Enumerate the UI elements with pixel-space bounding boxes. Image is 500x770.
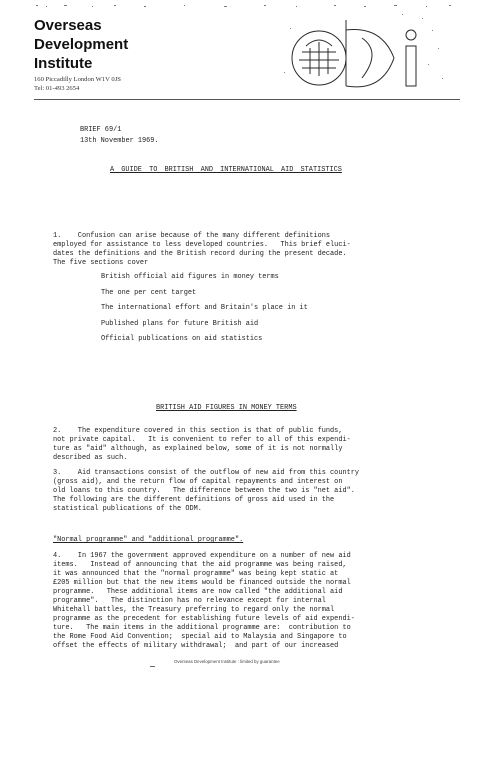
para-4-line: 4. In 1967 the government approved expenditure on a number of new aid bbox=[53, 552, 351, 560]
para-4-line: ture. The main items in the additional programme are: contribution to bbox=[53, 624, 351, 632]
scan-mark bbox=[150, 666, 155, 667]
para-4-line: £205 million but that the new items would be financed outside the normal bbox=[53, 579, 351, 587]
section-list-item: British official aid figures in money terms bbox=[101, 273, 279, 281]
para-3-line: 3. Aid transactions consist of the outflow of new aid from this country bbox=[53, 469, 359, 477]
section-list-item: The international effort and Britain's place in it bbox=[101, 304, 308, 312]
brief-title: A GUIDE TO BRITISH AND INTERNATIONAL AID STATISTICS bbox=[110, 166, 342, 174]
para-4-line: programme as the precedent for establishing future levels of aid expendi- bbox=[53, 615, 355, 623]
intro-line: employed for assistance to less developed countries. This brief eluci- bbox=[53, 241, 351, 249]
para-4-line: offset the effects of military withdrawal; and part of our increased bbox=[53, 642, 339, 650]
para-4-line: the Rome Food Aid Convention; special aid to Malaysia and Singapore to bbox=[53, 633, 347, 641]
para-3-line: statistical publications of the ODM. bbox=[53, 505, 202, 513]
section-list-item: The one per cent target bbox=[101, 289, 197, 297]
section-list-item: Published plans for future British aid bbox=[101, 320, 259, 328]
org-name-line-2: Development bbox=[34, 36, 129, 53]
section-heading: BRITISH AID FIGURES IN MONEY TERMS bbox=[156, 404, 297, 412]
para-4-line: programme. These additional items are now called "the additional aid bbox=[53, 588, 343, 596]
brief-date: 13th November 1969. bbox=[80, 137, 159, 145]
letterhead bbox=[34, 4, 460, 102]
telephone: Tel: 01-493 2654 bbox=[34, 85, 80, 92]
address: 160 Piccadilly London W1V 0JS bbox=[34, 76, 121, 83]
org-name-line-1: Overseas bbox=[34, 17, 102, 34]
footer-note: Overseas Development Institute : limited by guarantee bbox=[174, 659, 280, 664]
letterhead-rule bbox=[34, 99, 460, 100]
para-2-line: described as such. bbox=[53, 454, 128, 462]
org-name-line-3: Institute bbox=[34, 55, 93, 72]
intro-line: 1. Confusion can arise because of the many different definitions bbox=[53, 232, 331, 240]
para-3-line: old loans to this country. The difference between the two is "net aid". bbox=[53, 487, 355, 495]
para-2-line: not private capital. It is convenient to refer to all of this expendi- bbox=[53, 436, 351, 444]
para-4-line: Whitehall battles, the Treasury preferring to regard only the normal bbox=[53, 606, 335, 614]
para-4-line: programme". The distinction has no relevance except for internal bbox=[53, 597, 326, 605]
para-3-line: The following are the different definitions of gross aid used in the bbox=[53, 496, 335, 504]
para-2-line: 2. The expenditure covered in this section is that of public funds, bbox=[53, 427, 343, 435]
para-2-line: ture as "aid" although, as explained below, some of it is not normally bbox=[53, 445, 343, 453]
para-3-line: (gross aid), and the return flow of capital repayments and interest on bbox=[53, 478, 343, 486]
para-4-line: items. Instead of announcing that the aid programme was being raised, bbox=[53, 561, 347, 569]
para-4-line: it was announced that the "normal programme" was being kept static at bbox=[53, 570, 339, 578]
subsection-heading: "Normal programme" and "additional programme". bbox=[53, 536, 244, 544]
intro-line: The five sections cover bbox=[53, 259, 149, 267]
section-list-item: Official publications on aid statistics bbox=[101, 335, 263, 343]
odi-logo-icon bbox=[282, 8, 452, 94]
intro-line: dates the definitions and the British record during the present decade. bbox=[53, 250, 347, 258]
brief-number: BRIEF 69/1 bbox=[80, 126, 122, 134]
